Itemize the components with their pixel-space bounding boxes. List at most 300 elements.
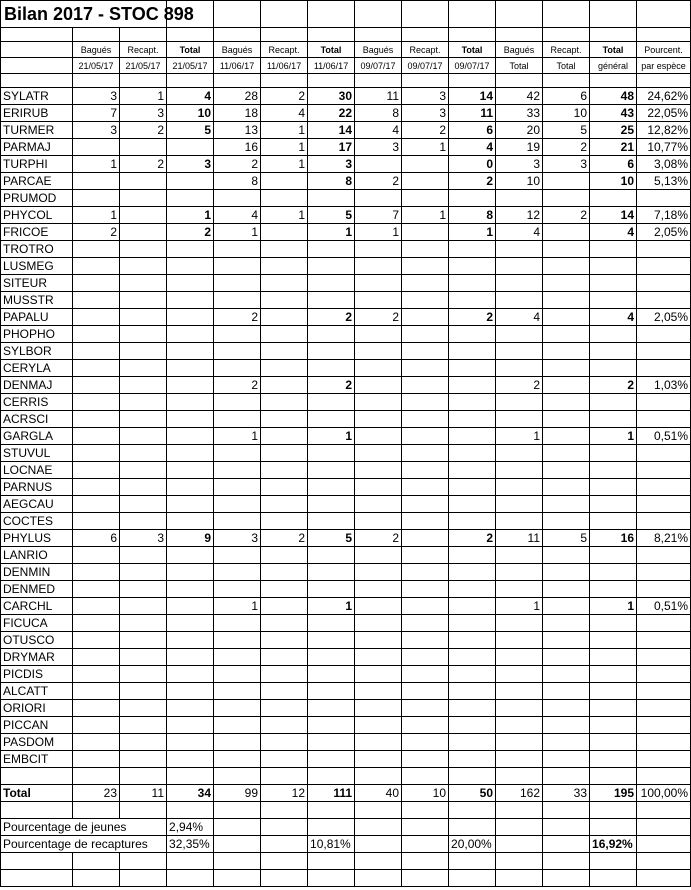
count-cell[interactable] <box>543 445 590 462</box>
count-cell[interactable] <box>637 564 691 581</box>
count-cell[interactable] <box>355 445 402 462</box>
count-cell[interactable] <box>590 394 637 411</box>
count-cell[interactable] <box>73 241 120 258</box>
count-cell[interactable] <box>167 428 214 445</box>
empty-cell[interactable] <box>308 74 355 88</box>
count-cell[interactable] <box>214 360 261 377</box>
empty-cell[interactable] <box>637 1 691 28</box>
species-code[interactable]: PHOPHO <box>1 326 73 343</box>
empty-cell[interactable] <box>167 28 214 42</box>
count-cell[interactable] <box>590 496 637 513</box>
empty-cell[interactable] <box>1 853 73 870</box>
empty-cell[interactable] <box>449 1 496 28</box>
count-cell[interactable]: 3 <box>73 88 120 105</box>
total-cell[interactable]: 33 <box>543 785 590 802</box>
empty-cell[interactable] <box>637 870 691 887</box>
count-cell[interactable]: 1 <box>590 428 637 445</box>
empty-cell[interactable] <box>308 28 355 42</box>
count-cell[interactable] <box>543 190 590 207</box>
count-cell[interactable] <box>449 615 496 632</box>
count-cell[interactable] <box>355 666 402 683</box>
count-cell[interactable] <box>637 343 691 360</box>
count-cell[interactable] <box>355 564 402 581</box>
empty-cell[interactable] <box>261 836 308 853</box>
count-cell[interactable] <box>402 292 449 309</box>
count-cell[interactable]: 4 <box>496 309 543 326</box>
count-cell[interactable] <box>120 377 167 394</box>
count-cell[interactable] <box>73 258 120 275</box>
count-cell[interactable] <box>402 275 449 292</box>
empty-cell[interactable] <box>261 28 308 42</box>
count-cell[interactable] <box>214 258 261 275</box>
count-cell[interactable] <box>637 666 691 683</box>
count-cell[interactable] <box>496 717 543 734</box>
species-code[interactable]: CERRIS <box>1 394 73 411</box>
count-cell[interactable] <box>214 734 261 751</box>
empty-cell[interactable] <box>496 74 543 88</box>
count-cell[interactable] <box>308 683 355 700</box>
count-cell[interactable]: 2 <box>261 530 308 547</box>
count-cell[interactable] <box>355 428 402 445</box>
count-cell[interactable] <box>120 258 167 275</box>
count-cell[interactable]: 2 <box>214 377 261 394</box>
empty-cell[interactable] <box>449 870 496 887</box>
count-cell[interactable] <box>449 428 496 445</box>
count-cell[interactable] <box>355 734 402 751</box>
count-cell[interactable]: 7 <box>355 207 402 224</box>
count-cell[interactable] <box>402 462 449 479</box>
count-cell[interactable] <box>261 581 308 598</box>
count-cell[interactable] <box>449 445 496 462</box>
count-cell[interactable] <box>637 513 691 530</box>
count-cell[interactable] <box>167 547 214 564</box>
count-cell[interactable] <box>402 156 449 173</box>
count-cell[interactable] <box>496 496 543 513</box>
count-cell[interactable] <box>167 292 214 309</box>
species-code[interactable]: TURPHI <box>1 156 73 173</box>
count-cell[interactable] <box>261 700 308 717</box>
count-cell[interactable]: 3 <box>167 156 214 173</box>
column-header[interactable]: Recapt. <box>543 42 590 58</box>
column-header[interactable]: Recapt. <box>261 42 308 58</box>
column-subheader[interactable]: Total <box>543 58 590 74</box>
count-cell[interactable] <box>167 445 214 462</box>
species-code[interactable]: TURMER <box>1 122 73 139</box>
count-cell[interactable] <box>543 479 590 496</box>
count-cell[interactable] <box>308 241 355 258</box>
count-cell[interactable] <box>496 479 543 496</box>
count-cell[interactable] <box>543 224 590 241</box>
empty-cell[interactable] <box>590 819 637 836</box>
count-cell[interactable] <box>590 717 637 734</box>
count-cell[interactable] <box>214 479 261 496</box>
count-cell[interactable] <box>496 292 543 309</box>
count-cell[interactable] <box>214 496 261 513</box>
count-cell[interactable] <box>167 751 214 768</box>
count-cell[interactable] <box>637 751 691 768</box>
count-cell[interactable] <box>167 615 214 632</box>
count-cell[interactable] <box>543 292 590 309</box>
count-cell[interactable]: 5 <box>308 530 355 547</box>
count-cell[interactable] <box>73 190 120 207</box>
count-cell[interactable] <box>308 632 355 649</box>
count-cell[interactable] <box>590 360 637 377</box>
empty-cell[interactable] <box>590 768 637 785</box>
count-cell[interactable]: 1 <box>120 88 167 105</box>
count-cell[interactable] <box>449 717 496 734</box>
count-cell[interactable] <box>402 411 449 428</box>
count-cell[interactable] <box>543 428 590 445</box>
count-cell[interactable]: 11 <box>449 105 496 122</box>
count-cell[interactable]: 1 <box>261 122 308 139</box>
count-cell[interactable]: 4 <box>214 207 261 224</box>
count-cell[interactable] <box>449 666 496 683</box>
recaptures-value-1[interactable]: 32,35% <box>167 836 214 853</box>
empty-cell[interactable] <box>449 28 496 42</box>
count-cell[interactable] <box>73 581 120 598</box>
species-code[interactable]: SITEUR <box>1 275 73 292</box>
count-cell[interactable]: 3 <box>355 139 402 156</box>
empty-cell[interactable] <box>355 819 402 836</box>
empty-cell[interactable] <box>637 819 691 836</box>
species-code[interactable]: CARCHL <box>1 598 73 615</box>
column-subheader[interactable]: 11/06/17 <box>308 58 355 74</box>
count-cell[interactable] <box>402 445 449 462</box>
count-cell[interactable]: 0,51% <box>637 428 691 445</box>
count-cell[interactable] <box>120 224 167 241</box>
empty-cell[interactable] <box>543 819 590 836</box>
empty-cell[interactable] <box>496 870 543 887</box>
count-cell[interactable]: 2,05% <box>637 309 691 326</box>
count-cell[interactable] <box>449 513 496 530</box>
count-cell[interactable] <box>637 632 691 649</box>
empty-cell[interactable] <box>120 870 167 887</box>
count-cell[interactable] <box>214 343 261 360</box>
count-cell[interactable]: 8 <box>449 207 496 224</box>
empty-cell[interactable] <box>308 853 355 870</box>
count-cell[interactable] <box>214 275 261 292</box>
empty-cell[interactable] <box>167 74 214 88</box>
count-cell[interactable] <box>261 513 308 530</box>
empty-cell[interactable] <box>1 28 73 42</box>
empty-cell[interactable] <box>496 819 543 836</box>
count-cell[interactable] <box>261 326 308 343</box>
count-cell[interactable]: 2 <box>167 224 214 241</box>
empty-cell[interactable] <box>543 768 590 785</box>
count-cell[interactable] <box>261 292 308 309</box>
count-cell[interactable]: 2 <box>543 139 590 156</box>
count-cell[interactable]: 11 <box>496 530 543 547</box>
count-cell[interactable] <box>496 258 543 275</box>
count-cell[interactable] <box>73 394 120 411</box>
species-code[interactable]: TROTRO <box>1 241 73 258</box>
count-cell[interactable] <box>449 564 496 581</box>
empty-cell[interactable] <box>355 836 402 853</box>
count-cell[interactable] <box>120 173 167 190</box>
count-cell[interactable] <box>261 275 308 292</box>
count-cell[interactable] <box>590 581 637 598</box>
count-cell[interactable] <box>308 258 355 275</box>
empty-cell[interactable] <box>308 768 355 785</box>
count-cell[interactable] <box>637 649 691 666</box>
count-cell[interactable] <box>214 700 261 717</box>
count-cell[interactable] <box>308 615 355 632</box>
count-cell[interactable]: 10 <box>167 105 214 122</box>
column-subheader[interactable]: par espèce <box>637 58 691 74</box>
count-cell[interactable]: 2 <box>308 309 355 326</box>
empty-cell[interactable] <box>73 853 120 870</box>
empty-cell[interactable] <box>402 819 449 836</box>
count-cell[interactable] <box>167 411 214 428</box>
count-cell[interactable] <box>543 666 590 683</box>
count-cell[interactable] <box>261 564 308 581</box>
count-cell[interactable] <box>402 326 449 343</box>
count-cell[interactable] <box>402 360 449 377</box>
count-cell[interactable] <box>543 683 590 700</box>
count-cell[interactable] <box>167 462 214 479</box>
count-cell[interactable] <box>73 411 120 428</box>
count-cell[interactable]: 33 <box>496 105 543 122</box>
jeunes-label[interactable]: Pourcentage de jeunes <box>1 819 167 836</box>
count-cell[interactable] <box>308 360 355 377</box>
empty-cell[interactable] <box>355 853 402 870</box>
count-cell[interactable] <box>120 717 167 734</box>
count-cell[interactable] <box>214 615 261 632</box>
count-cell[interactable] <box>449 190 496 207</box>
count-cell[interactable] <box>402 496 449 513</box>
count-cell[interactable] <box>261 241 308 258</box>
count-cell[interactable] <box>120 241 167 258</box>
total-cell[interactable]: 50 <box>449 785 496 802</box>
empty-cell[interactable] <box>402 768 449 785</box>
count-cell[interactable] <box>120 360 167 377</box>
empty-cell[interactable] <box>214 853 261 870</box>
recaptures-value-3[interactable]: 20,00% <box>449 836 496 853</box>
count-cell[interactable] <box>496 564 543 581</box>
count-cell[interactable] <box>308 700 355 717</box>
count-cell[interactable] <box>167 360 214 377</box>
count-cell[interactable] <box>355 275 402 292</box>
species-code[interactable]: PICCAN <box>1 717 73 734</box>
count-cell[interactable] <box>167 190 214 207</box>
count-cell[interactable] <box>214 717 261 734</box>
count-cell[interactable] <box>261 190 308 207</box>
count-cell[interactable] <box>120 445 167 462</box>
count-cell[interactable] <box>73 343 120 360</box>
species-code[interactable]: ALCATT <box>1 683 73 700</box>
count-cell[interactable]: 2 <box>261 88 308 105</box>
count-cell[interactable] <box>73 751 120 768</box>
count-cell[interactable] <box>261 360 308 377</box>
count-cell[interactable] <box>543 513 590 530</box>
empty-cell[interactable] <box>449 802 496 819</box>
count-cell[interactable]: 5,13% <box>637 173 691 190</box>
count-cell[interactable] <box>590 751 637 768</box>
count-cell[interactable] <box>402 615 449 632</box>
count-cell[interactable] <box>261 717 308 734</box>
count-cell[interactable] <box>120 275 167 292</box>
count-cell[interactable] <box>261 394 308 411</box>
total-cell[interactable]: 40 <box>355 785 402 802</box>
empty-cell[interactable] <box>402 836 449 853</box>
count-cell[interactable] <box>543 496 590 513</box>
count-cell[interactable] <box>73 700 120 717</box>
count-cell[interactable] <box>120 666 167 683</box>
count-cell[interactable] <box>590 411 637 428</box>
count-cell[interactable]: 4 <box>355 122 402 139</box>
species-code[interactable]: PAPALU <box>1 309 73 326</box>
empty-cell[interactable] <box>214 1 261 28</box>
count-cell[interactable] <box>167 734 214 751</box>
count-cell[interactable] <box>402 309 449 326</box>
column-subheader[interactable]: 11/06/17 <box>261 58 308 74</box>
count-cell[interactable]: 14 <box>308 122 355 139</box>
count-cell[interactable] <box>449 360 496 377</box>
count-cell[interactable] <box>543 173 590 190</box>
column-header[interactable]: Recapt. <box>120 42 167 58</box>
count-cell[interactable] <box>261 751 308 768</box>
count-cell[interactable] <box>214 462 261 479</box>
count-cell[interactable] <box>120 683 167 700</box>
count-cell[interactable] <box>449 700 496 717</box>
count-cell[interactable] <box>167 700 214 717</box>
species-code[interactable]: LUSMEG <box>1 258 73 275</box>
count-cell[interactable]: 6 <box>73 530 120 547</box>
count-cell[interactable]: 1 <box>496 428 543 445</box>
count-cell[interactable] <box>543 547 590 564</box>
species-code[interactable]: ERIRUB <box>1 105 73 122</box>
count-cell[interactable] <box>167 343 214 360</box>
count-cell[interactable] <box>308 496 355 513</box>
total-cell[interactable]: 100,00% <box>637 785 691 802</box>
count-cell[interactable] <box>402 428 449 445</box>
count-cell[interactable] <box>214 666 261 683</box>
count-cell[interactable] <box>543 275 590 292</box>
recaptures-label[interactable]: Pourcentage de recaptures <box>1 836 167 853</box>
count-cell[interactable]: 0 <box>449 156 496 173</box>
count-cell[interactable] <box>261 411 308 428</box>
empty-cell[interactable] <box>543 853 590 870</box>
count-cell[interactable] <box>590 547 637 564</box>
count-cell[interactable] <box>496 513 543 530</box>
count-cell[interactable] <box>120 411 167 428</box>
count-cell[interactable] <box>496 241 543 258</box>
empty-cell[interactable] <box>1 74 73 88</box>
count-cell[interactable] <box>120 462 167 479</box>
count-cell[interactable] <box>261 547 308 564</box>
count-cell[interactable] <box>167 479 214 496</box>
empty-cell[interactable] <box>590 870 637 887</box>
count-cell[interactable] <box>308 649 355 666</box>
species-code[interactable]: COCTES <box>1 513 73 530</box>
count-cell[interactable] <box>355 156 402 173</box>
count-cell[interactable] <box>120 581 167 598</box>
species-code[interactable]: PARNUS <box>1 479 73 496</box>
count-cell[interactable] <box>73 649 120 666</box>
total-cell[interactable]: 23 <box>73 785 120 802</box>
count-cell[interactable] <box>543 360 590 377</box>
count-cell[interactable]: 4 <box>449 139 496 156</box>
count-cell[interactable] <box>120 632 167 649</box>
column-subheader[interactable]: 11/06/17 <box>214 58 261 74</box>
empty-cell[interactable] <box>261 74 308 88</box>
count-cell[interactable] <box>637 615 691 632</box>
count-cell[interactable] <box>543 751 590 768</box>
count-cell[interactable] <box>637 547 691 564</box>
column-header[interactable]: Bagués <box>214 42 261 58</box>
count-cell[interactable] <box>73 632 120 649</box>
count-cell[interactable] <box>496 751 543 768</box>
count-cell[interactable] <box>261 649 308 666</box>
count-cell[interactable]: 1 <box>73 207 120 224</box>
species-code[interactable]: FRICOE <box>1 224 73 241</box>
count-cell[interactable] <box>167 564 214 581</box>
empty-cell[interactable] <box>1 802 73 819</box>
recaptures-value-total[interactable]: 16,92% <box>590 836 637 853</box>
count-cell[interactable]: 1 <box>308 598 355 615</box>
species-code[interactable]: PHYLUS <box>1 530 73 547</box>
empty-cell[interactable] <box>543 28 590 42</box>
count-cell[interactable]: 1 <box>261 139 308 156</box>
empty-cell[interactable] <box>214 802 261 819</box>
count-cell[interactable]: 6 <box>543 88 590 105</box>
count-cell[interactable] <box>261 598 308 615</box>
count-cell[interactable] <box>120 428 167 445</box>
count-cell[interactable]: 2 <box>543 207 590 224</box>
count-cell[interactable] <box>402 513 449 530</box>
count-cell[interactable]: 1 <box>590 598 637 615</box>
count-cell[interactable]: 2 <box>73 224 120 241</box>
count-cell[interactable]: 18 <box>214 105 261 122</box>
empty-cell[interactable] <box>261 768 308 785</box>
count-cell[interactable]: 16 <box>214 139 261 156</box>
total-cell[interactable]: 34 <box>167 785 214 802</box>
count-cell[interactable] <box>543 309 590 326</box>
count-cell[interactable]: 3 <box>402 88 449 105</box>
species-code[interactable]: LANRIO <box>1 547 73 564</box>
empty-cell[interactable] <box>355 802 402 819</box>
count-cell[interactable]: 25 <box>590 122 637 139</box>
count-cell[interactable]: 4 <box>590 309 637 326</box>
empty-cell[interactable] <box>120 802 167 819</box>
count-cell[interactable] <box>73 564 120 581</box>
count-cell[interactable] <box>120 190 167 207</box>
count-cell[interactable] <box>308 343 355 360</box>
count-cell[interactable] <box>637 258 691 275</box>
empty-cell[interactable] <box>167 802 214 819</box>
empty-cell[interactable] <box>637 836 691 853</box>
empty-cell[interactable] <box>73 74 120 88</box>
count-cell[interactable] <box>402 751 449 768</box>
count-cell[interactable] <box>496 411 543 428</box>
empty-cell[interactable] <box>261 819 308 836</box>
empty-cell[interactable] <box>120 853 167 870</box>
count-cell[interactable] <box>449 377 496 394</box>
count-cell[interactable] <box>637 241 691 258</box>
species-code[interactable]: PASDOM <box>1 734 73 751</box>
total-cell[interactable]: 111 <box>308 785 355 802</box>
count-cell[interactable] <box>214 513 261 530</box>
count-cell[interactable] <box>590 190 637 207</box>
count-cell[interactable] <box>496 649 543 666</box>
count-cell[interactable] <box>402 734 449 751</box>
count-cell[interactable] <box>496 360 543 377</box>
count-cell[interactable]: 8 <box>355 105 402 122</box>
count-cell[interactable] <box>637 717 691 734</box>
count-cell[interactable] <box>73 615 120 632</box>
count-cell[interactable]: 13 <box>214 122 261 139</box>
count-cell[interactable] <box>543 241 590 258</box>
